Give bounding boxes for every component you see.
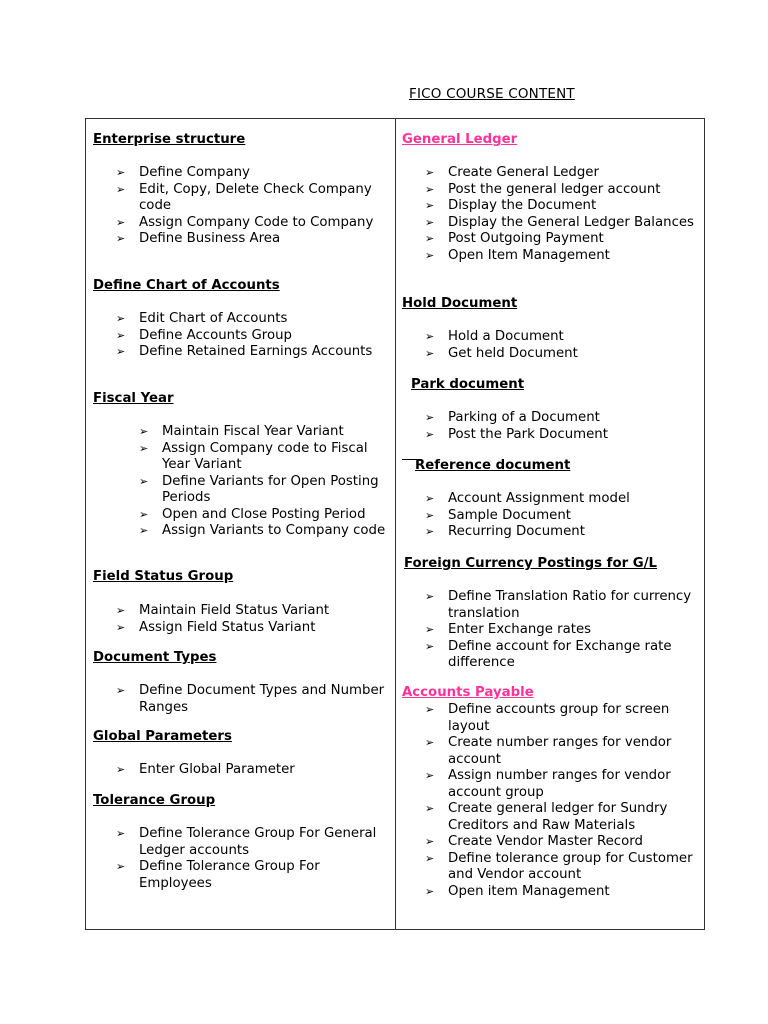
list-item <box>93 424 393 441</box>
bullet-arrow-icon: ➢ <box>139 425 149 438</box>
list-item <box>93 311 372 328</box>
document-types-heading: Document Types <box>93 650 217 665</box>
list-item-text: Open item Management <box>448 883 610 899</box>
bullet-arrow-icon: ➢ <box>425 736 435 749</box>
chart-of-accounts-heading: Define Chart of Accounts <box>93 278 280 293</box>
list-item <box>402 427 608 444</box>
page-title: FICO COURSE CONTENT <box>409 86 575 102</box>
list-item-text: Create General Ledger <box>448 165 599 180</box>
bullet-arrow-icon: ➢ <box>425 769 435 782</box>
bullet-arrow-icon: ➢ <box>425 802 435 815</box>
bullet-arrow-icon: ➢ <box>139 507 149 521</box>
bullet-arrow-icon: ➢ <box>425 703 435 716</box>
bullet-arrow-icon: ➢ <box>425 166 435 179</box>
list-item-text: Define Accounts Group <box>139 327 292 343</box>
bullet-arrow-icon: ➢ <box>116 860 126 873</box>
field-status-group-list <box>93 603 329 636</box>
fiscal-year-list <box>93 424 393 540</box>
bullet-arrow-icon: ➢ <box>425 411 435 424</box>
tolerance-group-heading: Tolerance Group <box>93 793 216 808</box>
bullet-arrow-icon: ➢ <box>139 441 149 455</box>
chart-of-accounts-list <box>93 311 372 361</box>
list-item <box>402 231 694 248</box>
list-item <box>93 523 393 540</box>
list-item <box>93 165 393 182</box>
bullet-arrow-icon: ➢ <box>425 639 435 653</box>
bullet-arrow-icon: ➢ <box>425 525 435 538</box>
bullet-arrow-icon: ➢ <box>116 328 126 342</box>
list-item <box>93 182 393 215</box>
list-item <box>402 768 702 801</box>
hold-document-heading: Hold Document <box>402 296 518 311</box>
bullet-arrow-icon: ➢ <box>116 604 126 617</box>
list-item-text: Define Business Area <box>139 231 281 246</box>
list-item-text: Assign Company code to Fiscal Year Variant <box>162 440 368 472</box>
bullet-arrow-icon: ➢ <box>116 345 126 358</box>
list-item <box>93 603 329 620</box>
reference-document-list <box>402 491 630 541</box>
list-item-text: Sample Document <box>448 507 571 523</box>
list-item <box>93 620 329 637</box>
bullet-arrow-icon: ➢ <box>425 851 435 865</box>
list-item <box>402 589 702 622</box>
bullet-arrow-icon: ➢ <box>425 492 435 505</box>
bullet-arrow-icon: ➢ <box>139 524 149 537</box>
list-item <box>93 231 393 248</box>
list-item <box>402 491 630 508</box>
list-item <box>402 851 702 884</box>
course-content-table <box>85 118 705 930</box>
list-item-text: Define Retained Earnings Accounts <box>139 344 373 359</box>
list-item <box>93 507 393 524</box>
list-item <box>93 441 393 474</box>
enterprise-structure-heading: Enterprise structure <box>93 132 246 147</box>
list-item-text: Assign number ranges for vendor account group <box>448 768 671 800</box>
list-item <box>93 859 393 892</box>
list-item <box>93 328 372 345</box>
bullet-arrow-icon: ➢ <box>116 620 126 634</box>
list-item <box>402 508 630 525</box>
accounts-payable-heading: Accounts Payable <box>402 685 534 700</box>
list-item-text: Assign Field Status Variant <box>139 619 316 635</box>
list-item-text: Define tolerance group for Customer and Vendor account <box>448 850 693 882</box>
bullet-arrow-icon: ➢ <box>425 590 435 603</box>
list-item-text: Edit Chart of Accounts <box>139 311 288 326</box>
general-ledger-list <box>402 165 694 264</box>
list-item-text: Display the General Ledger Balances <box>448 214 694 230</box>
list-item-text: Assign Variants to Company code <box>162 523 386 538</box>
list-item-text: Edit, Copy, Delete Check Company code <box>139 181 372 213</box>
global-parameters-list <box>93 762 295 779</box>
bullet-arrow-icon: ➢ <box>425 427 435 441</box>
bullet-arrow-icon: ➢ <box>116 763 126 776</box>
list-item-text: Define account for Exchange rate difference <box>448 638 672 670</box>
bullet-arrow-icon: ➢ <box>116 827 126 840</box>
list-item <box>402 834 702 851</box>
list-item-text: Define Variants for Open Posting Periods <box>162 473 379 505</box>
bullet-arrow-icon: ➢ <box>116 182 126 196</box>
list-item <box>93 762 295 779</box>
foreign-currency-heading: Foreign Currency Postings for G/L <box>404 556 658 571</box>
column-divider <box>395 119 396 929</box>
bullet-arrow-icon: ➢ <box>425 884 435 898</box>
park-document-heading: Park document <box>411 377 525 392</box>
list-item-text: Define Translation Ratio for currency translation <box>448 589 692 621</box>
park-document-list <box>402 410 608 443</box>
bullet-arrow-icon: ➢ <box>425 182 435 196</box>
list-item-text: Recurring Document <box>448 524 585 539</box>
list-item <box>402 198 694 215</box>
enterprise-structure-list <box>93 165 393 248</box>
list-item-text: Display the Document <box>448 198 597 213</box>
list-item-text: Open Item Management <box>448 247 610 263</box>
list-item <box>402 329 578 346</box>
list-item-text: Assign Company Code to Company <box>139 214 374 230</box>
accounts-payable-list <box>402 702 702 900</box>
list-item <box>93 344 372 361</box>
list-item-text: Hold a Document <box>448 329 564 344</box>
list-item-text: Get held Document <box>448 345 578 361</box>
list-item <box>402 622 702 639</box>
list-item <box>402 215 694 232</box>
list-item <box>93 683 393 716</box>
list-item <box>93 474 393 507</box>
list-item <box>402 735 702 768</box>
list-item-text: Create Vendor Master Record <box>448 834 643 849</box>
list-item-text: Define Company <box>139 165 250 180</box>
list-item-text: Maintain Fiscal Year Variant <box>162 424 344 439</box>
field-status-group-heading: Field Status Group <box>93 569 234 584</box>
bullet-arrow-icon: ➢ <box>425 346 435 360</box>
list-item <box>402 165 694 182</box>
tolerance-group-list <box>93 826 393 892</box>
list-item-text: Enter Global Parameter <box>139 762 295 777</box>
bullet-arrow-icon: ➢ <box>425 248 435 262</box>
bullet-arrow-icon: ➢ <box>116 232 126 245</box>
list-item <box>402 346 578 363</box>
global-parameters-heading: Global Parameters <box>93 729 232 744</box>
list-item-text: Define Tolerance Group For Employees <box>139 859 320 891</box>
list-item <box>402 524 630 541</box>
list-item <box>402 801 702 834</box>
list-item-text: Define accounts group for screen layout <box>448 702 670 734</box>
list-item-text: Post the Park Document <box>448 426 608 442</box>
list-item <box>93 826 393 859</box>
bullet-arrow-icon: ➢ <box>425 508 435 522</box>
bullet-arrow-icon: ➢ <box>116 312 126 325</box>
reference-document-heading: Reference document <box>415 458 571 473</box>
list-item-text: Open and Close Posting Period <box>162 506 366 522</box>
list-item-text: Define Tolerance Group For General Ledger accounts <box>139 826 377 858</box>
bullet-arrow-icon: ➢ <box>425 623 435 636</box>
bullet-arrow-icon: ➢ <box>139 474 149 488</box>
list-item <box>402 884 702 901</box>
list-item-text: Create general ledger for Sundry Creditors and Raw Materials <box>448 801 668 833</box>
bullet-arrow-icon: ➢ <box>425 835 435 848</box>
bullet-arrow-icon: ➢ <box>116 684 126 697</box>
list-item-text: Post Outgoing Payment <box>448 231 604 246</box>
fiscal-year-heading: Fiscal Year <box>93 391 174 406</box>
list-item-text: Maintain Field Status Variant <box>139 603 330 618</box>
document-types-list <box>93 683 393 716</box>
general-ledger-heading: General Ledger <box>402 132 518 147</box>
list-item-text: Post the general ledger account <box>448 181 661 197</box>
hold-document-list <box>402 329 578 362</box>
bullet-arrow-icon: ➢ <box>425 215 435 229</box>
list-item-text: Enter Exchange rates <box>448 622 592 637</box>
list-item-text: Account Assignment model <box>448 491 630 506</box>
list-item-text: Create number ranges for vendor account <box>448 735 672 767</box>
list-item <box>402 639 702 672</box>
list-item <box>402 410 608 427</box>
list-item <box>402 248 694 265</box>
bullet-arrow-icon: ➢ <box>425 232 435 245</box>
list-item <box>93 215 393 232</box>
list-item-text: Define Document Types and Number Ranges <box>139 683 385 715</box>
list-item-text: Parking of a Document <box>448 410 600 425</box>
bullet-arrow-icon: ➢ <box>425 199 435 212</box>
list-item <box>402 182 694 199</box>
bullet-arrow-icon: ➢ <box>425 330 435 343</box>
list-item <box>402 702 702 735</box>
bullet-arrow-icon: ➢ <box>116 215 126 229</box>
foreign-currency-list <box>402 589 702 672</box>
bullet-arrow-icon: ➢ <box>116 166 126 179</box>
